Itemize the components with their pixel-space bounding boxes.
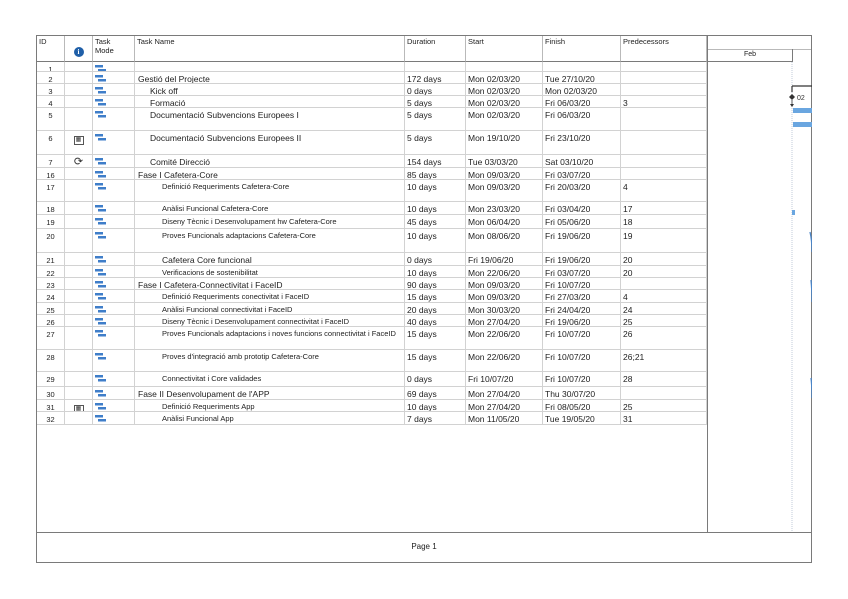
cell-predecessors[interactable]: [621, 72, 707, 83]
auto-schedule-icon: [95, 353, 106, 360]
auto-schedule-icon: [95, 134, 106, 141]
cell-task-mode[interactable]: [93, 315, 135, 326]
cell-id: 6: [37, 131, 65, 154]
cell-predecessors[interactable]: [621, 84, 707, 95]
summary-bar-gestio[interactable]: [792, 86, 812, 92]
column-header-task-mode[interactable]: Task Mode: [93, 36, 135, 62]
cell-task-mode[interactable]: [93, 266, 135, 277]
cell-duration[interactable]: 40 days: [405, 315, 466, 326]
cell-task-name[interactable]: Cafetera Core funcional: [135, 253, 405, 265]
cell-start[interactable]: Mon 27/04/20: [466, 315, 543, 326]
cell-task-name[interactable]: Fase I Cafetera-Core: [135, 168, 405, 179]
cell-duration[interactable]: 90 days: [405, 278, 466, 289]
table-row[interactable]: [37, 412, 707, 425]
table-row[interactable]: [37, 253, 707, 266]
cell-duration[interactable]: 85 days: [405, 168, 466, 179]
cell-id: 32: [37, 412, 65, 424]
cell-task-name[interactable]: Proves Funcionals adaptacions Cafetera-Core: [135, 229, 405, 252]
cell-start[interactable]: Mon 19/10/20: [466, 131, 543, 154]
cell-finish[interactable]: Fri 24/04/20: [543, 303, 621, 314]
calendar-icon: ▦: [74, 405, 84, 411]
cell-predecessors[interactable]: 4: [621, 180, 707, 201]
cell-duration[interactable]: 15 days: [405, 350, 466, 371]
cell-start[interactable]: Mon 22/06/20: [466, 350, 543, 371]
table-row[interactable]: [37, 400, 707, 412]
cell-start[interactable]: Mon 22/06/20: [466, 327, 543, 349]
cell-start[interactable]: Mon 08/06/20: [466, 229, 543, 252]
cell-indicators: [65, 278, 93, 289]
column-header-task-name[interactable]: Task Name: [135, 36, 405, 62]
cell-id: 3: [37, 84, 65, 95]
cell-task-name[interactable]: Anàlisi Funcional connectivitat i FaceID: [135, 303, 405, 314]
cell-indicators: [65, 350, 93, 371]
table-row[interactable]: [37, 372, 707, 387]
cell-start[interactable]: Mon 02/03/20: [466, 108, 543, 130]
milestone-label: 02: [797, 95, 805, 102]
cell-id: 28: [37, 350, 65, 371]
timescale-month: Feb: [708, 49, 792, 62]
cell-task-mode[interactable]: [93, 253, 135, 265]
cell-task-name[interactable]: Formació: [135, 96, 405, 107]
auto-schedule-icon: [95, 281, 106, 288]
cell-finish[interactable]: Tue 27/10/20: [543, 72, 621, 83]
cell-indicators: [65, 202, 93, 214]
auto-schedule-icon: [95, 375, 106, 382]
table-row[interactable]: [37, 327, 707, 350]
gantt-bars: [708, 62, 812, 532]
column-header-indicators[interactable]: [65, 36, 93, 62]
cell-task-name[interactable]: [135, 62, 405, 71]
cell-task-mode[interactable]: [93, 202, 135, 214]
auto-schedule-icon: [95, 256, 106, 263]
task-grid: [37, 36, 707, 532]
cell-indicators: [65, 253, 93, 265]
auto-schedule-icon: [95, 330, 106, 337]
cell-finish[interactable]: Fri 10/07/20: [543, 327, 621, 349]
cell-task-name[interactable]: Diseny Tècnic i Desenvolupament hw Cafetera-Core: [135, 215, 405, 228]
cell-id: 23: [37, 278, 65, 289]
table-row[interactable]: [37, 72, 707, 84]
cell-duration[interactable]: 15 days: [405, 290, 466, 302]
column-header-duration[interactable]: Duration: [405, 36, 466, 62]
cell-indicators: [65, 72, 93, 83]
cell-task-mode[interactable]: [93, 72, 135, 83]
table-row[interactable]: [37, 155, 707, 168]
recurring-task-icon: ⟳: [73, 156, 84, 167]
cell-id: 26: [37, 315, 65, 326]
cell-start[interactable]: Mon 02/03/20: [466, 72, 543, 83]
cell-indicators: [65, 266, 93, 277]
table-row[interactable]: [37, 278, 707, 290]
cell-id: 1: [37, 62, 65, 71]
page-footer: [37, 532, 811, 562]
table-row[interactable]: [37, 315, 707, 327]
table-row[interactable]: [37, 131, 707, 155]
cell-start[interactable]: Mon 06/04/20: [466, 215, 543, 228]
timescale-top-tier: [708, 36, 811, 50]
cell-indicators: [65, 315, 93, 326]
cell-id: 27: [37, 327, 65, 349]
auto-schedule-icon: [95, 390, 106, 397]
cell-id: 4: [37, 96, 65, 107]
cell-finish[interactable]: Fri 10/07/20: [543, 350, 621, 371]
cell-duration[interactable]: 10 days: [405, 180, 466, 201]
cell-duration[interactable]: 15 days: [405, 327, 466, 349]
cell-task-name[interactable]: Fase II Desenvolupament de l'APP: [135, 387, 405, 399]
cell-task-mode[interactable]: [93, 303, 135, 314]
column-header-id[interactable]: ID: [37, 36, 65, 62]
auto-schedule-icon: [95, 158, 106, 165]
cell-task-name[interactable]: Proves Funcionals adaptacions i noves funcions connectivitat i FaceID: [135, 327, 405, 349]
cell-start[interactable]: Mon 09/03/20: [466, 278, 543, 289]
cell-indicators: [65, 108, 93, 130]
cell-start[interactable]: Mon 30/03/20: [466, 303, 543, 314]
cell-task-name[interactable]: Anàlisi Funcional Cafetera-Core: [135, 202, 405, 214]
cell-task-mode[interactable]: [93, 96, 135, 107]
gantt-sheet: [36, 35, 812, 563]
cell-id: 29: [37, 372, 65, 386]
cell-task-mode[interactable]: [93, 180, 135, 201]
auto-schedule-icon: [95, 318, 106, 325]
table-row[interactable]: [37, 303, 707, 315]
cell-duration[interactable]: 154 days: [405, 155, 466, 167]
cell-duration[interactable]: 20 days: [405, 303, 466, 314]
cell-predecessors[interactable]: [621, 387, 707, 399]
cell-finish[interactable]: Fri 03/04/20: [543, 202, 621, 214]
cell-finish[interactable]: Fri 03/07/20: [543, 266, 621, 277]
cell-indicators: [65, 290, 93, 302]
cell-id: 30: [37, 387, 65, 399]
cell-predecessors[interactable]: 3: [621, 96, 707, 107]
cell-predecessors[interactable]: 20: [621, 266, 707, 277]
table-row[interactable]: [37, 84, 707, 96]
cell-indicators: [65, 303, 93, 314]
auto-schedule-icon: [95, 218, 106, 225]
cell-duration[interactable]: 5 days: [405, 108, 466, 130]
cell-finish[interactable]: Fri 23/10/20: [543, 131, 621, 154]
cell-start[interactable]: Tue 03/03/20: [466, 155, 543, 167]
cell-finish[interactable]: Tue 19/05/20: [543, 412, 621, 424]
cell-start[interactable]: Fri 19/06/20: [466, 253, 543, 265]
table-row[interactable]: [37, 168, 707, 180]
cell-start[interactable]: Mon 27/04/20: [466, 387, 543, 399]
task-bar-comite[interactable]: [792, 210, 795, 215]
cell-id: 24: [37, 290, 65, 302]
cell-task-name[interactable]: Definició Requeriments conectivitat i FaceID: [135, 290, 405, 302]
cell-task-mode[interactable]: [93, 229, 135, 252]
cell-finish[interactable]: Fri 19/06/20: [543, 253, 621, 265]
cell-duration[interactable]: 0 days: [405, 372, 466, 386]
cell-task-name[interactable]: Proves d'integració amb prototip Cafetera-Core: [135, 350, 405, 371]
cell-predecessors[interactable]: 20: [621, 253, 707, 265]
cell-task-name[interactable]: Anàlisi Funcional App: [135, 412, 405, 424]
auto-schedule-icon: [95, 171, 106, 178]
cell-id: 5: [37, 108, 65, 130]
cell-finish[interactable]: Fri 27/03/20: [543, 290, 621, 302]
cell-id: 17: [37, 180, 65, 201]
cell-start[interactable]: Mon 11/05/20: [466, 412, 543, 424]
cell-finish[interactable]: Fri 03/07/20: [543, 168, 621, 179]
cell-predecessors[interactable]: 4: [621, 290, 707, 302]
cell-indicators: [65, 168, 93, 179]
cell-predecessors[interactable]: [621, 62, 707, 71]
cell-predecessors[interactable]: 19: [621, 229, 707, 252]
cell-task-name[interactable]: Kick off: [135, 84, 405, 95]
table-row[interactable]: [37, 215, 707, 229]
cell-id: 19: [37, 215, 65, 228]
auto-schedule-icon: [95, 232, 106, 239]
cell-task-name[interactable]: Definició Requeriments App: [135, 400, 405, 411]
gantt-chart: [707, 36, 811, 532]
cell-task-name[interactable]: Verificacions de sostenibilitat: [135, 266, 405, 277]
auto-schedule-icon: [95, 415, 106, 422]
cell-task-name[interactable]: Diseny Tècnic i Desenvolupament connectivitat i FaceID: [135, 315, 405, 326]
table-row[interactable]: [37, 180, 707, 202]
cell-indicators: [65, 412, 93, 424]
link-line-16: [810, 232, 812, 252]
cell-task-mode[interactable]: [93, 290, 135, 302]
cell-finish[interactable]: Fri 10/07/20: [543, 372, 621, 386]
cell-predecessors[interactable]: [621, 168, 707, 179]
table-row[interactable]: [37, 229, 707, 253]
cell-task-mode[interactable]: [93, 372, 135, 386]
cell-finish[interactable]: [543, 62, 621, 71]
cell-task-mode[interactable]: [93, 168, 135, 179]
cell-predecessors[interactable]: 17: [621, 202, 707, 214]
cell-duration[interactable]: 69 days: [405, 387, 466, 399]
cell-id: 31: [37, 400, 65, 411]
cell-task-mode[interactable]: [93, 412, 135, 424]
cell-start[interactable]: Mon 09/03/20: [466, 168, 543, 179]
cell-predecessors[interactable]: 25: [621, 315, 707, 326]
cell-predecessors[interactable]: 28: [621, 372, 707, 386]
auto-schedule-icon: [95, 306, 106, 313]
cell-duration[interactable]: 172 days: [405, 72, 466, 83]
auto-schedule-icon: [95, 293, 106, 300]
cell-indicators: [65, 327, 93, 349]
cell-task-name[interactable]: Gestió del Projecte: [135, 72, 405, 83]
cell-task-name[interactable]: Definició Requeriments Cafetera-Core: [135, 180, 405, 201]
table-row[interactable]: [37, 350, 707, 372]
column-header-finish[interactable]: Finish: [543, 36, 621, 62]
cell-task-mode[interactable]: [93, 215, 135, 228]
cell-start[interactable]: [466, 62, 543, 71]
cell-duration[interactable]: 45 days: [405, 215, 466, 228]
cell-indicators: [65, 387, 93, 399]
cell-start[interactable]: Fri 10/07/20: [466, 372, 543, 386]
table-row[interactable]: [37, 62, 707, 72]
cell-finish[interactable]: Fri 06/03/20: [543, 96, 621, 107]
cell-task-mode[interactable]: [93, 155, 135, 167]
cell-finish[interactable]: Fri 10/07/20: [543, 278, 621, 289]
cell-task-name[interactable]: Comité Direcció: [135, 155, 405, 167]
cell-id: 20: [37, 229, 65, 252]
cell-task-name[interactable]: Documentació Subvencions Europees II: [135, 131, 405, 154]
table-row[interactable]: [37, 96, 707, 108]
cell-id: 16: [37, 168, 65, 179]
cell-start[interactable]: Mon 02/03/20: [466, 96, 543, 107]
cell-id: 7: [37, 155, 65, 167]
cell-predecessors[interactable]: 26: [621, 327, 707, 349]
cell-start[interactable]: Mon 27/04/20: [466, 400, 543, 411]
cell-finish[interactable]: Fri 19/06/20: [543, 315, 621, 326]
cell-id: 25: [37, 303, 65, 314]
calendar-icon: ▦: [74, 136, 84, 145]
cell-finish[interactable]: Thu 30/07/20: [543, 387, 621, 399]
link-line-23: [811, 378, 812, 398]
cell-task-mode[interactable]: [93, 84, 135, 95]
cell-predecessors[interactable]: 18: [621, 215, 707, 228]
table-row[interactable]: [37, 290, 707, 303]
cell-predecessors[interactable]: 25: [621, 400, 707, 411]
cell-task-mode[interactable]: [93, 131, 135, 154]
cell-indicators: [65, 180, 93, 201]
cell-task-mode[interactable]: [93, 387, 135, 399]
auto-schedule-icon: [95, 87, 106, 94]
auto-schedule-icon: [95, 75, 106, 82]
cell-duration[interactable]: 0 days: [405, 84, 466, 95]
cell-finish[interactable]: Fri 06/03/20: [543, 108, 621, 130]
cell-predecessors[interactable]: [621, 278, 707, 289]
cell-finish[interactable]: Mon 02/03/20: [543, 84, 621, 95]
cell-finish[interactable]: Fri 08/05/20: [543, 400, 621, 411]
auto-schedule-icon: [95, 403, 106, 410]
cell-duration[interactable]: 7 days: [405, 412, 466, 424]
link-arrowhead: [790, 104, 794, 107]
cell-predecessors[interactable]: [621, 131, 707, 154]
page-number: Page 1: [411, 542, 437, 551]
auto-schedule-icon: [95, 65, 106, 71]
column-header-predecessors[interactable]: Predecessors: [621, 36, 707, 62]
cell-indicators: [65, 84, 93, 95]
cell-task-mode[interactable]: [93, 62, 135, 71]
cell-predecessors[interactable]: 31: [621, 412, 707, 424]
cell-task-name[interactable]: Connectivitat i Core validades: [135, 372, 405, 386]
cell-indicators: [65, 372, 93, 386]
auto-schedule-icon: [95, 111, 106, 118]
cell-id: 2: [37, 72, 65, 83]
task-bar-documentacio-i[interactable]: [793, 122, 812, 127]
cell-indicators: [65, 229, 93, 252]
task-bar-formacio[interactable]: [793, 108, 812, 113]
cell-duration[interactable]: 5 days: [405, 131, 466, 154]
cell-duration[interactable]: 10 days: [405, 400, 466, 411]
cell-indicators: [65, 96, 93, 107]
cell-duration[interactable]: 5 days: [405, 96, 466, 107]
cell-id: 21: [37, 253, 65, 265]
cell-duration[interactable]: 10 days: [405, 229, 466, 252]
table-row[interactable]: [37, 202, 707, 215]
cell-start[interactable]: Mon 23/03/20: [466, 202, 543, 214]
cell-indicators: [65, 215, 93, 228]
cell-predecessors[interactable]: [621, 155, 707, 167]
cell-predecessors[interactable]: [621, 108, 707, 130]
cell-indicators: [65, 131, 93, 154]
auto-schedule-icon: [95, 99, 106, 106]
cell-task-mode[interactable]: [93, 327, 135, 349]
timescale-separator: [792, 49, 793, 62]
cell-start[interactable]: Mon 09/03/20: [466, 290, 543, 302]
cell-predecessors[interactable]: 26;21: [621, 350, 707, 371]
auto-schedule-icon: [95, 183, 106, 190]
cell-finish[interactable]: Fri 19/06/20: [543, 229, 621, 252]
info-icon: i: [74, 47, 84, 57]
cell-task-name[interactable]: Fase I Cafetera-Connectivitat i FaceID: [135, 278, 405, 289]
table-row[interactable]: [37, 387, 707, 400]
cell-predecessors[interactable]: 24: [621, 303, 707, 314]
column-header-start[interactable]: Start: [466, 36, 543, 62]
cell-start[interactable]: Mon 02/03/20: [466, 84, 543, 95]
cell-indicators: [65, 62, 93, 71]
cell-id: 22: [37, 266, 65, 277]
cell-finish[interactable]: Fri 20/03/20: [543, 180, 621, 201]
cell-task-mode[interactable]: [93, 400, 135, 411]
table-row[interactable]: [37, 108, 707, 131]
cell-task-mode[interactable]: [93, 108, 135, 130]
cell-task-mode[interactable]: [93, 278, 135, 289]
cell-duration[interactable]: 10 days: [405, 266, 466, 277]
link-line-19: [811, 280, 812, 302]
cell-id: 18: [37, 202, 65, 214]
cell-indicators: [65, 400, 93, 411]
milestone-kickoff[interactable]: [789, 94, 795, 100]
cell-finish[interactable]: Fri 05/06/20: [543, 215, 621, 228]
table-row[interactable]: [37, 266, 707, 278]
cell-duration[interactable]: 10 days: [405, 202, 466, 214]
cell-start[interactable]: Mon 09/03/20: [466, 180, 543, 201]
cell-task-mode[interactable]: [93, 350, 135, 371]
cell-duration[interactable]: [405, 62, 466, 71]
cell-start[interactable]: Mon 22/06/20: [466, 266, 543, 277]
cell-duration[interactable]: 0 days: [405, 253, 466, 265]
cell-task-name[interactable]: Documentació Subvencions Europees I: [135, 108, 405, 130]
cell-finish[interactable]: Sat 03/10/20: [543, 155, 621, 167]
auto-schedule-icon: [95, 205, 106, 212]
auto-schedule-icon: [95, 269, 106, 276]
cell-indicators: [65, 155, 93, 167]
